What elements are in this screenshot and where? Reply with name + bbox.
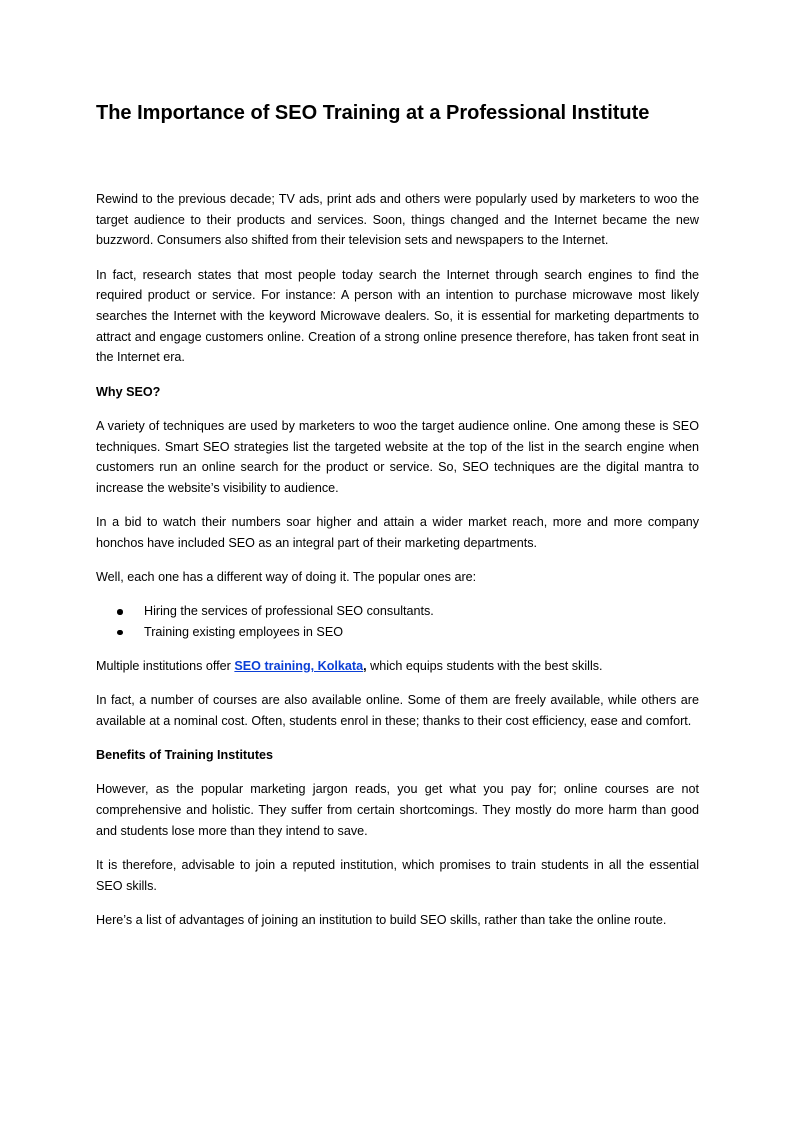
paragraph-why-1: A variety of techniques are used by marketers to woo the target audience online. One among these is SEO techniques. Smart SEO strategies list the targeted website at the top of the list in the search engine when customers run an online search for the product or service. So, SEO techniques are the digital mantra to increase the website’s visibility to audience. xyxy=(96,418,699,495)
paragraph-why-3: Well, each one has a different way of doing it. The popular ones are: xyxy=(96,570,477,585)
document-page xyxy=(96,0,699,1123)
heading-benefits: Benefits of Training Institutes xyxy=(96,748,274,763)
bullet-icon xyxy=(117,630,123,636)
list-item-text: Hiring the services of professional SEO consultants. xyxy=(144,604,434,619)
offer-comma: , xyxy=(363,659,367,674)
paragraph-benefits-3: Here’s a list of advantages of joining an institution to build SEO skills, rather than take the online route. xyxy=(96,912,667,927)
document-body xyxy=(96,189,699,944)
paragraph-benefits-1: However, as the popular marketing jargon reads, you get what you pay for; online courses are not comprehensive and holistic. They suffer from certain shortcomings. They mostly do more harm than good and students lose more than they intend to save. xyxy=(96,782,699,838)
paragraph-intro-1: Rewind to the previous decade; TV ads, print ads and others were popularly used by marketers to woo the target audience to their products and services. Soon, things changed and the Internet became the new buzzword. Consumers also shifted from their television sets and newspapers to the Internet. xyxy=(96,192,699,248)
list-item-text: Training existing employees in SEO xyxy=(144,624,344,639)
bullet-list xyxy=(96,601,699,642)
bullet-icon xyxy=(117,609,123,615)
list-item xyxy=(96,622,699,643)
paragraph-benefits-2: It is therefore, advisable to join a reputed institution, which promises to train students in all the essential SEO skills. xyxy=(96,858,699,893)
offer-suffix-text: which equips students with the best skills. xyxy=(366,659,603,674)
document-title: The Importance of SEO Training at a Professional Institute xyxy=(96,102,650,124)
offer-prefix-text: Multiple institutions offer xyxy=(96,659,235,674)
paragraph-offer xyxy=(96,656,699,677)
heading-why-seo: Why SEO? xyxy=(96,384,161,399)
paragraph-why-2: In a bid to watch their numbers soar higher and attain a wider market reach, more and more company honchos have included SEO as an integral part of their marketing departments. xyxy=(96,515,699,550)
paragraph-online-courses: In fact, a number of courses are also available online. Some of them are freely available, while others are available at a nominal cost. Often, students enrol in these; thanks to their cost efficiency, ease and comfort. xyxy=(96,693,699,729)
paragraph-intro-2: In fact, research states that most people today search the Internet through search engines to find the required product or service. For instance: A person with an intention to purchase microwave most likely searches the Internet with the keyword Microwave dealers. So, it is essential for marketing departments to attract and engage customers online. Creation of a strong online presence therefore, has taken front seat in the Internet era. xyxy=(96,267,699,365)
seo-training-kolkata-link[interactable]: SEO training, Kolkata xyxy=(234,659,364,674)
list-item xyxy=(96,601,699,622)
